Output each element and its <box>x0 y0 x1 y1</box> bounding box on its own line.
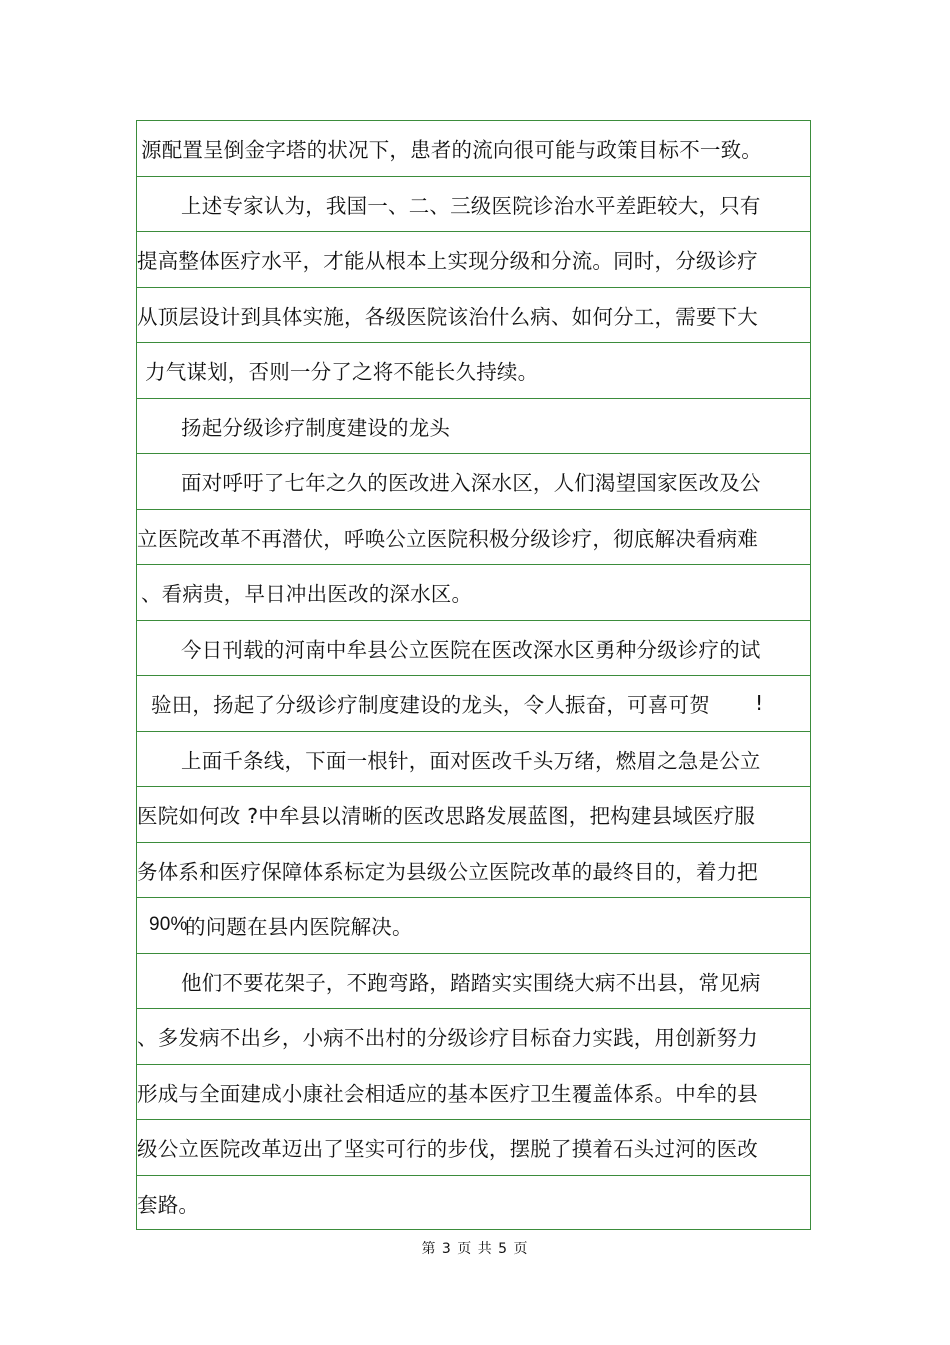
line-text: 务体系和医疗保障体系标定为县级公立医院改革的最终目的，着力把 <box>137 859 758 884</box>
text-line <box>137 232 810 288</box>
line-text: 上面千条线，下面一根针，面对医改千头万绪，燃眉之急是公立 <box>181 748 761 773</box>
text-line <box>137 1120 810 1176</box>
text-line <box>137 177 810 233</box>
section-heading: 扬起分级诊疗制度建设的龙头 <box>181 415 451 440</box>
text-line <box>137 288 810 344</box>
text-line <box>137 898 810 954</box>
line-text: 套路。 <box>137 1193 200 1218</box>
percent-value: 90% <box>149 914 188 936</box>
text-line <box>137 954 810 1010</box>
text-line <box>137 454 810 510</box>
text-line <box>137 565 810 621</box>
line-text: 从顶层设计到具体实施，各级医院该治什么病、如何分工，需要下大 <box>137 304 758 329</box>
text-line <box>137 843 810 899</box>
text-line <box>137 621 810 677</box>
text-line <box>137 732 810 788</box>
line-text: 面对呼吁了七年之久的医改进入深水区，人们渴望国家医改及公 <box>181 471 761 496</box>
line-text: 级公立医院改革迈出了坚实可行的步伐，摆脱了摸着石头过河的医改 <box>137 1137 758 1162</box>
line-text: 验田，扬起了分级诊疗制度建设的龙头，令人振奋，可喜可贺 <box>151 693 710 718</box>
text-line <box>137 787 810 843</box>
document-body <box>136 120 811 1230</box>
line-text: 上述专家认为，我国一、二、三级医院诊治水平差距较大，只有 <box>181 193 761 218</box>
line-text: 的问题在县内医院解决。 <box>185 915 413 940</box>
text-line <box>137 399 810 455</box>
page-number: 第 3 页 共 5 页 <box>421 1241 529 1257</box>
line-text: 、看病贵，早日冲出医改的深水区。 <box>141 582 473 607</box>
text-line <box>137 1176 810 1232</box>
text-line <box>137 676 810 732</box>
line-text: 他们不要花架子，不跑弯路，踏踏实实围绕大病不出县，常见病 <box>181 970 761 995</box>
text-line <box>137 343 810 399</box>
line-text: 立医院改革不再潜伏，呼唤公立医院积极分级诊疗，彻底解决看病难 <box>137 526 758 551</box>
line-text: 力气谋划，否则一分了之将不能长久持续。 <box>145 360 539 385</box>
line-text: 医院如何改 ?中牟县以清晰的医改思路发展蓝图，把构建县域医疗服 <box>137 804 756 829</box>
text-line <box>137 1009 810 1065</box>
line-text: 形成与全面建成小康社会相适应的基本医疗卫生覆盖体系。中牟的县 <box>137 1081 758 1106</box>
line-text: 今日刊载的河南中牟县公立医院在医改深水区勇种分级诊疗的试 <box>181 637 761 662</box>
text-line <box>137 121 810 177</box>
text-line <box>137 510 810 566</box>
exclamation-mark: ! <box>755 691 764 716</box>
line-text: 源配置呈倒金字塔的状况下，患者的流向很可能与政策目标不一致。 <box>141 138 762 163</box>
text-line <box>137 1065 810 1121</box>
line-text: 、多发病不出乡，小病不出村的分级诊疗目标奋力实践，用创新努力 <box>137 1026 758 1051</box>
line-text: 提高整体医疗水平，才能从根本上实现分级和分流。同时，分级诊疗 <box>137 249 758 274</box>
